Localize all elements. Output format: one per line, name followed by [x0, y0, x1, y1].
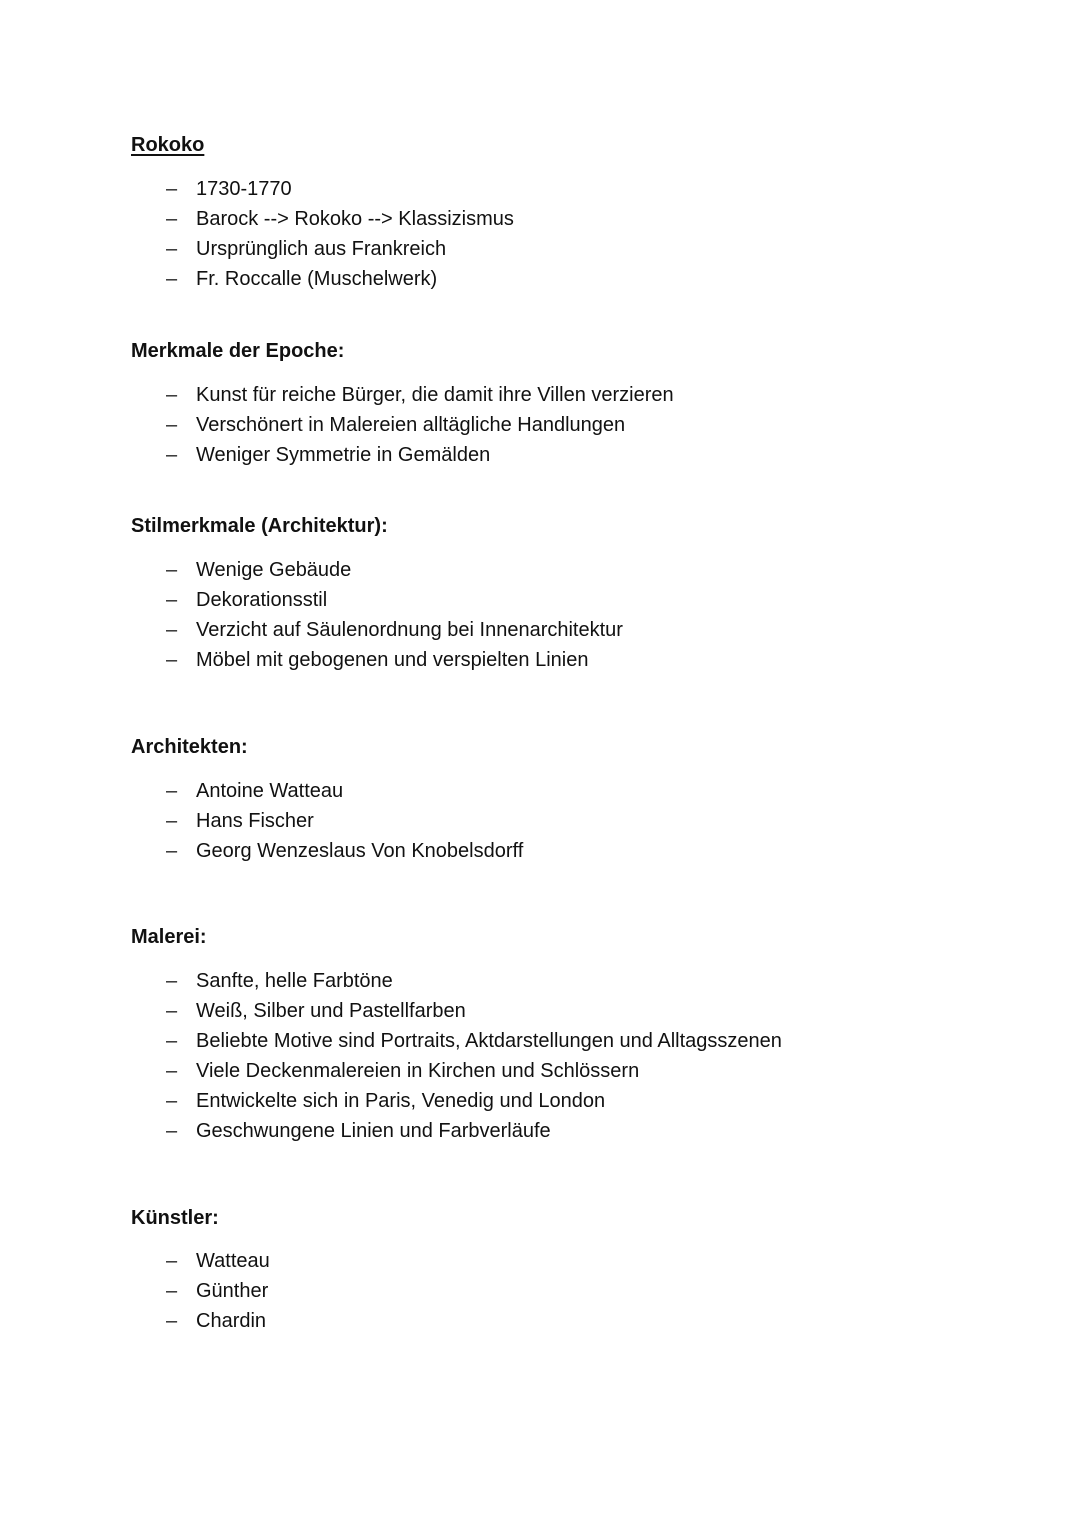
dash-bullet: – [166, 268, 178, 290]
dash-bullet: – [166, 178, 178, 200]
section-heading-kuenstler: Künstler: [131, 1207, 219, 1229]
dash-bullet: – [166, 384, 178, 406]
dash-bullet: – [166, 1030, 178, 1052]
dash-bullet: – [166, 414, 178, 436]
dash-bullet: – [166, 970, 178, 992]
dash-bullet: – [166, 444, 178, 466]
dash-bullet: – [166, 1280, 178, 1302]
dash-bullet: – [166, 1060, 178, 1082]
dash-bullet: – [166, 810, 178, 832]
dash-bullet: – [166, 619, 178, 641]
dash-bullet: – [166, 649, 178, 671]
dash-bullet: – [166, 1090, 178, 1112]
dash-bullet: – [166, 1000, 178, 1022]
dash-bullet: – [166, 1250, 178, 1272]
dash-bullet: – [166, 208, 178, 230]
dash-bullet: – [166, 559, 178, 581]
section-heading-merkmale: Merkmale der Epoche: [131, 340, 345, 362]
page-title: Rokoko [131, 134, 205, 156]
dash-bullet: – [166, 840, 178, 862]
section-heading-stilmerkmale: Stilmerkmale (Architektur): [131, 515, 388, 537]
section-heading-architekten: Architekten: [131, 736, 248, 758]
dash-bullet: – [166, 238, 178, 260]
dash-bullet: – [166, 589, 178, 611]
dash-bullet: – [166, 780, 178, 802]
dash-bullet: – [166, 1310, 178, 1332]
dash-bullet: – [166, 1120, 178, 1142]
section-heading-malerei: Malerei: [131, 926, 207, 948]
document-page: Rokoko – 1730-1770 – Barock --> Rokoko --> Klassizismus – Ursprünglich aus Frankreich – Fr. Roccalle (Muschelwerk) Merkmale der Epoche: – Kunst für reiche Bürger, die damit ihre Villen verzieren – Verschönert in Malereien alltägliche Handlungen – Weniger Symmetrie in Gemälden Stilmerkmale (Architektur): – Wenige Gebäude – Dekorationsstil – Verzicht auf Säulenordnung bei Innenarchitektur – Möbel mit gebogenen und verspielten Linien Architekten: – Antoine Watteau – Hans Fischer – Georg Wenzeslaus Von Knobelsdorff Malerei: – Sanfte, helle Farbtöne – Weiß, Silber und Pastellfarben – Beliebte Motive sind Portraits, Aktdarstellungen und Alltagsszenen – Viele Deckenmalereien in Kirchen und Schlössern – Entwickelte sich in Paris, Venedig und London – Geschwungene Linien und Farbverläufe Künstler: – Watteau – Günther – Chardin [0, 0, 1080, 1527]
